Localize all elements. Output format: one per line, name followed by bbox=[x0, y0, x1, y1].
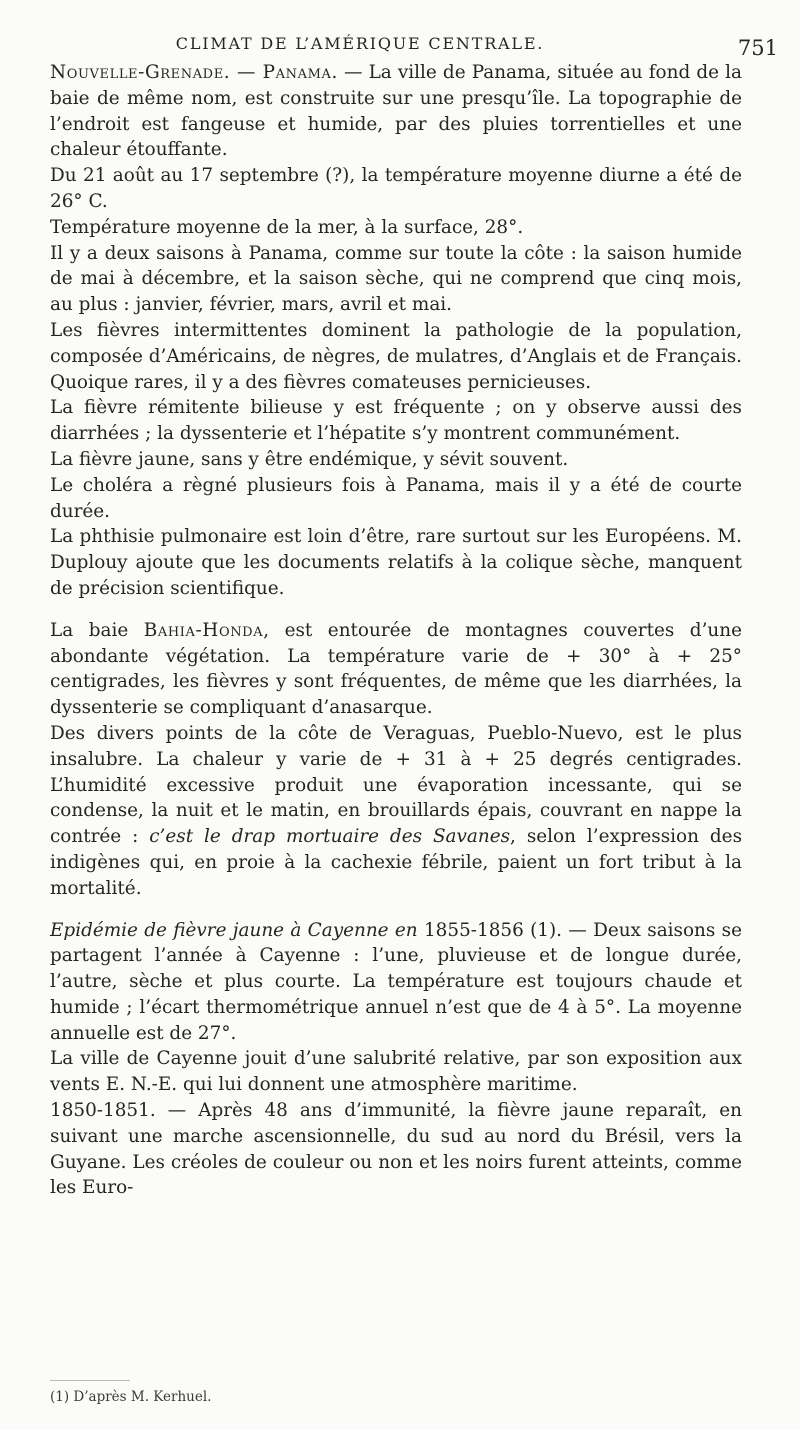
paragraph-phthisie bbox=[50, 524, 742, 601]
paragraph-text: La fièvre rémitente bilieuse y est fréquente ; on y observe aussi des diarrhées ; la dyssenterie et l’hépatite s’y montrent communément. bbox=[50, 397, 742, 445]
paragraph-cayenne-epidemie bbox=[50, 918, 742, 1047]
paragraph-text: La fièvre jaune, sans y être endémique, y sévit souvent. bbox=[50, 448, 569, 470]
paragraph-text: Il y a deux saisons à Panama, comme sur toute la côte : la saison humide de mai à décembre, et la saison sèche, qui ne comprend que cinq mois, au plus : janvier, février, mars, avril et mai. bbox=[50, 242, 742, 316]
running-head: CLIMAT DE L’AMÉRIQUE CENTRALE. bbox=[175, 34, 545, 53]
paragraph-text: Des divers points de la côte de Veraguas, Pueblo-Nuevo, est le plus insalubre. La chaleur y varie de + 31 à + 25 degrés centigrades. L’humidité excessive produit une évaporation incessante, qui se condense, la nuit et le matin, en brouillards épais, couvrant en nappe la contrée : bbox=[50, 722, 742, 848]
paragraph-cayenne-salubrite bbox=[50, 1046, 742, 1098]
paragraph-text: , selon l’expression des indigènes qui, en proie à la cachexie fébrile, paient un fort tribut à la mortalité. bbox=[50, 826, 743, 899]
body-text bbox=[50, 60, 742, 1201]
paragraph-text: Les fièvres intermittentes dominent la pathologie de la population, composée d’Américains, de nègres, de mulatres, d’Anglais et de Français. Quoique rares, il y a des fièvres comateuses pernicieuses. bbox=[50, 319, 742, 393]
paragraph-text: Du 21 août au 17 septembre (?), la température moyenne diurne a été de 26° C. bbox=[50, 165, 742, 212]
paragraph-text: La baie bbox=[50, 619, 144, 641]
section-lead-cayenne: Epidémie de fièvre jaune à Cayenne en bbox=[50, 919, 418, 941]
paragraph-text: La ville de Cayenne jouit d’une salubrité relative, par son exposition aux vents E. N.-E. qui lui donnent une atmosphère maritime. bbox=[50, 1048, 742, 1096]
paragraph-temperature-diurne bbox=[50, 163, 742, 215]
paragraph-text: — La ville de Panama, située au fond de la baie de même nom, est construite sur une presqu’île. La topographie de l’endroit est fangeuse et humide, par des pluies torrentielles et une chaleur étouffante. bbox=[50, 62, 742, 161]
paragraph-text: , est entourée de montagnes couvertes d’une abondante végétation. La température varie de + 30° à + 25° centigrades, les fièvres y sont fréquentes, de même que les diarrhées, la dyssenterie se compliquant d’anasarque. bbox=[50, 619, 742, 719]
paragraph-veraguas bbox=[50, 721, 742, 902]
page-number: 751 bbox=[737, 36, 778, 60]
paragraph-text: 1850-1851. — Après 48 ans d’immunité, la fièvre jaune reparaît, en suivant une marche ascensionnelle, du sud au nord du Brésil, vers la Guyane. Les créoles de couleur ou non et les noirs furent atteints, comme les Euro- bbox=[50, 1100, 742, 1199]
section-lead-bahia-honda: Bahia-Honda bbox=[143, 619, 264, 641]
paragraph-fievre-remitente bbox=[50, 395, 742, 447]
paragraph-text: Le choléra a règné plusieurs fois à Panama, mais il y a été de courte durée. bbox=[50, 474, 742, 522]
page-header bbox=[50, 34, 800, 60]
footnote: (1) D’après M. Kerhuel. bbox=[50, 1389, 212, 1405]
footnote-divider bbox=[50, 1380, 130, 1381]
paragraph-cholera bbox=[50, 473, 742, 525]
paragraph-1850-1851 bbox=[50, 1098, 742, 1201]
section-lead-panama: Nouvelle-Grenade. — Panama. bbox=[50, 62, 338, 83]
paragraph-temperature-mer bbox=[50, 215, 742, 241]
paragraph-fievre-jaune bbox=[50, 447, 742, 473]
paragraph-saisons bbox=[50, 241, 742, 318]
paragraph-italic-quote: c’est le drap mortuaire des Savanes bbox=[149, 826, 511, 848]
paragraph-fievres-intermittentes bbox=[50, 318, 742, 395]
paragraph-text: La phthisie pulmonaire est loin d’être, rare surtout sur les Européens. M. Duplouy ajoute que les documents relatifs à la colique sèche, manquent de précision scientifique. bbox=[50, 526, 742, 599]
paragraph-text: 1855-1856 (1). — Deux saisons se partagent l’année à Cayenne : l’une, pluvieuse et de longue durée, l’autre, sèche et plus courte. La température est toujours chaude et humide ; l’écart thermométrique annuel n’est que de 4 à 5°. La moyenne annuelle est de 27°. bbox=[50, 919, 742, 1044]
paragraph-panama-intro bbox=[50, 60, 742, 163]
paragraph-bahia-honda bbox=[50, 618, 742, 721]
paragraph-text: Température moyenne de la mer, à la surface, 28°. bbox=[50, 216, 524, 238]
